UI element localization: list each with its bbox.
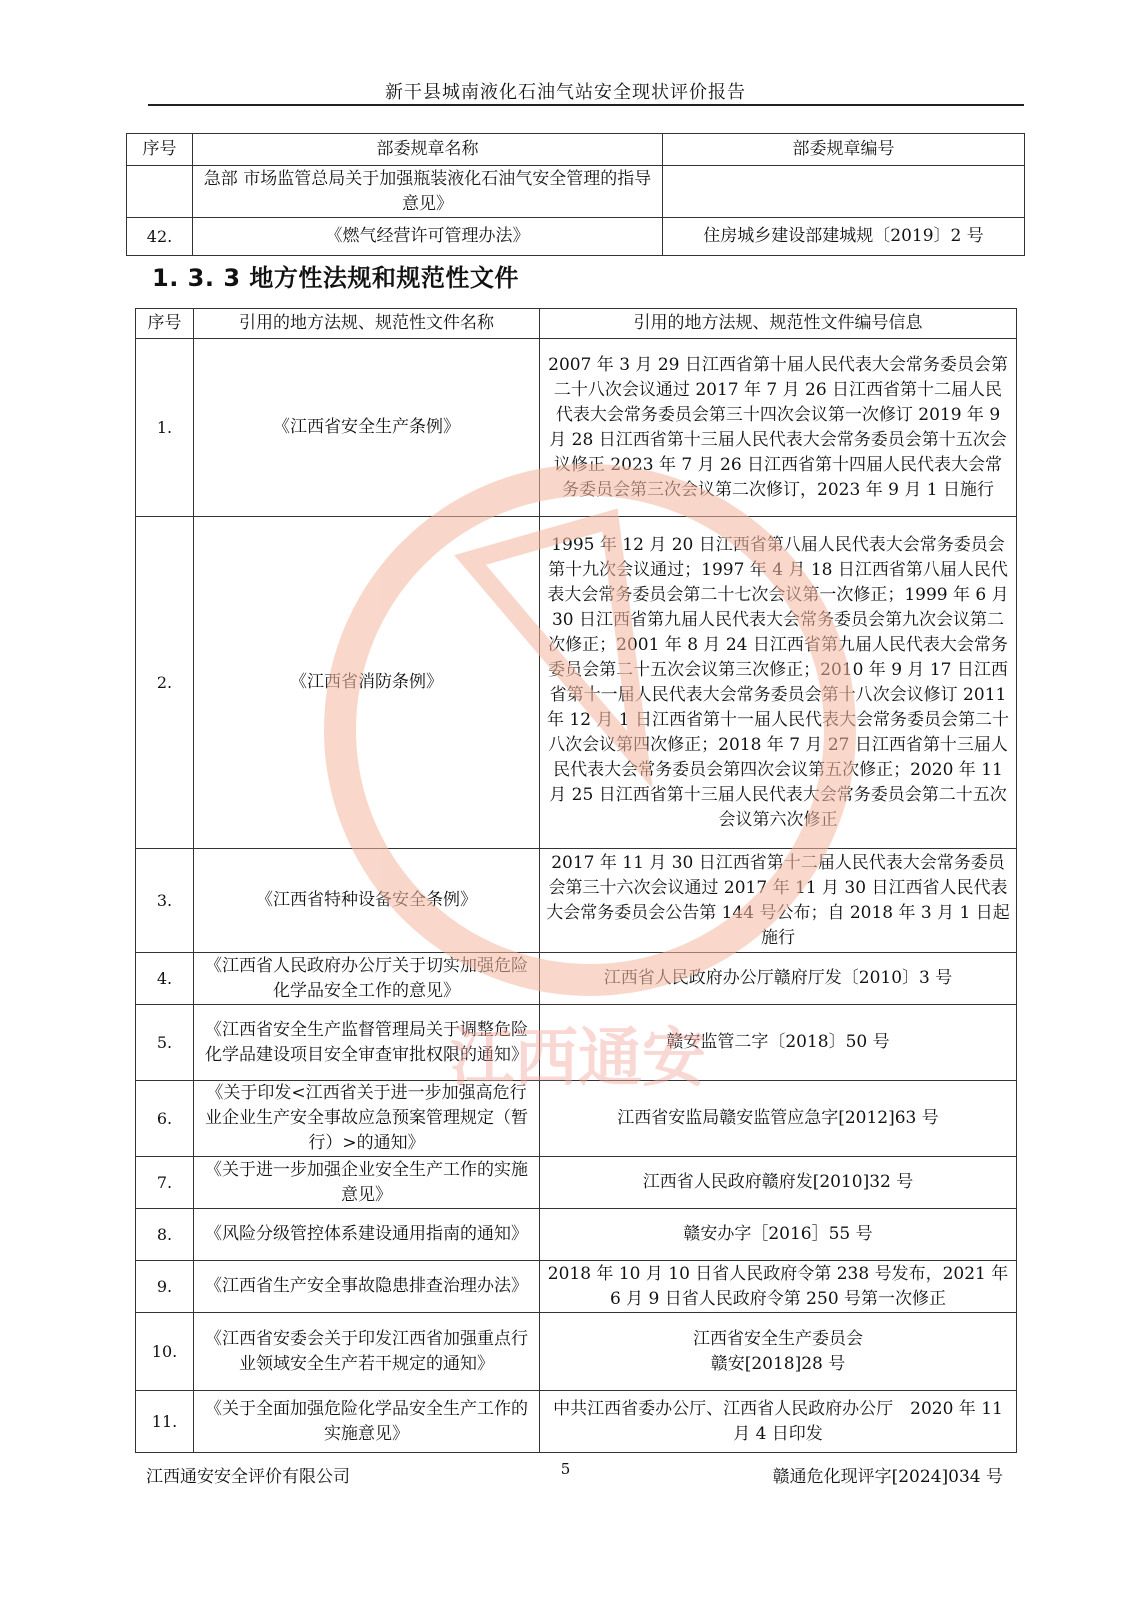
row-seq: 42. — [127, 218, 193, 256]
local-regulations-table — [135, 308, 1017, 1453]
column-header-seq: 序号 — [127, 134, 193, 166]
ministry-regulations-table-continued — [126, 133, 1025, 256]
table-row — [136, 1005, 1017, 1081]
row-code — [663, 166, 1025, 218]
row-code: 中共江西省委办公厅、江西省人民政府办公厅 2020 年 11 月 4 日印发 — [540, 1391, 1017, 1453]
row-code: 江西省人民政府赣府发[2010]32 号 — [540, 1157, 1017, 1209]
table-header-row — [127, 134, 1025, 166]
row-seq: 11. — [136, 1391, 194, 1453]
table-row — [136, 1081, 1017, 1157]
column-header-name: 部委规章名称 — [193, 134, 663, 166]
row-name: 《关于印发<江西省关于进一步加强高危行业企业生产安全事故应急预案管理规定（暂行）>的通知》 — [194, 1081, 540, 1157]
row-name: 《江西省消防条例》 — [194, 517, 540, 849]
row-seq: 3. — [136, 849, 194, 953]
table-row — [136, 1313, 1017, 1391]
row-name: 急部 市场监管总局关于加强瓶装液化石油气安全管理的指导意见》 — [193, 166, 663, 218]
footer-company: 江西通安安全评价有限公司 — [146, 1467, 350, 1487]
row-name: 《江西省人民政府办公厅关于切实加强危险化学品安全工作的意见》 — [194, 953, 540, 1005]
row-code: 2018 年 10 月 10 日省人民政府令第 238 号发布，2021 年 6 月 9 日省人民政府令第 250 号第一次修正 — [540, 1261, 1017, 1313]
row-seq — [127, 166, 193, 218]
table-row — [136, 849, 1017, 953]
row-seq: 5. — [136, 1005, 194, 1081]
row-seq: 7. — [136, 1157, 194, 1209]
row-name: 《江西省安委会关于印发江西省加强重点行业领域安全生产若干规定的通知》 — [194, 1313, 540, 1391]
table-row — [127, 218, 1025, 256]
column-header-code: 部委规章编号 — [663, 134, 1025, 166]
row-name: 《关于全面加强危险化学品安全生产工作的实施意见》 — [194, 1391, 540, 1453]
row-code: 1995 年 12 月 20 日江西省第八届人民代表大会常务委员会第十九次会议通过；1997 年 4 月 18 日江西省第八届人民代表大会常务委员会第二十七次会议第一次修正；1999 年 6 月 30 日江西省第九届人民代表大会常务委员会第九次会议第二次修正；2001 年 8 月 24 日江西省第九届人民代表大会常务委员会第二十五次会议第三次修正；2010 年 9 月 17 日江西省第十一届人民代表大会常务委员会第十八次会议修订 2011 年 12 月 1 日江西省第十一届人民代表大会常务委员会第二十八次会议第四次修正；2018 年 7 月 27 日江西省第十三届人民代表大会常务委员会第四次会议第五次修正；2020 年 11 月 25 日江西省第十三届人民代表大会常务委员会第二十五次会议第六次修正 — [540, 517, 1017, 849]
table-row — [136, 1261, 1017, 1313]
row-seq: 9. — [136, 1261, 194, 1313]
row-code: 2017 年 11 月 30 日江西省第十二届人民代表大会常务委员会第三十六次会议通过 2017 年 11 月 30 日江西省人民代表大会常务委员会公告第 144 号公布；自 2018 年 3 月 1 日起施行 — [540, 849, 1017, 953]
footer-doc-number: 赣通危化现评字[2024]034 号 — [772, 1467, 1003, 1487]
table-row — [136, 1209, 1017, 1261]
row-seq: 1. — [136, 339, 194, 517]
table-row — [127, 166, 1025, 218]
row-seq: 8. — [136, 1209, 194, 1261]
row-code: 赣安办字［2016］55 号 — [540, 1209, 1017, 1261]
table-row — [136, 517, 1017, 849]
table-row — [136, 953, 1017, 1005]
row-seq: 2. — [136, 517, 194, 849]
row-seq: 10. — [136, 1313, 194, 1391]
row-name: 《江西省安全生产监督管理局关于调整危险化学品建设项目安全审查审批权限的通知》 — [194, 1005, 540, 1081]
table-row — [136, 1391, 1017, 1453]
row-code — [540, 1313, 1017, 1391]
row-name: 《关于进一步加强企业安全生产工作的实施意见》 — [194, 1157, 540, 1209]
row-code: 2007 年 3 月 29 日江西省第十届人民代表大会常务委员会第二十八次会议通过 2017 年 7 月 26 日江西省第十二届人民代表大会常务委员会第三十四次会议第一次修订 2019 年 9 月 28 日江西省第十三届人民代表大会常务委员会第十五次会议修正 2023 年 7 月 26 日江西省第十四届人民代表大会常务委员会第三次会议第二次修订，2023 年 9 月 1 日施行 — [540, 339, 1017, 517]
row-code-line-2: 赣安[2018]28 号 — [710, 1353, 846, 1374]
row-code: 江西省人民政府办公厅赣府厅发〔2010〕3 号 — [540, 953, 1017, 1005]
table-header-row — [136, 309, 1017, 339]
column-header-name: 引用的地方法规、规范性文件名称 — [194, 309, 540, 339]
row-seq: 6. — [136, 1081, 194, 1157]
footer-page-number: 5 — [560, 1460, 571, 1478]
row-code-line-1: 江西省安全生产委员会 — [693, 1328, 863, 1349]
row-name: 《江西省生产安全事故隐患排查治理办法》 — [194, 1261, 540, 1313]
row-code: 住房城乡建设部建城规〔2019〕2 号 — [663, 218, 1025, 256]
row-name: 《江西省特种设备安全条例》 — [194, 849, 540, 953]
page-header-title: 新干县城南液化石油气站安全现状评价报告 — [385, 82, 746, 103]
row-seq: 4. — [136, 953, 194, 1005]
table-row — [136, 1157, 1017, 1209]
table-row — [136, 339, 1017, 517]
section-heading: 1. 3. 3 地方性法规和规范性文件 — [152, 264, 519, 292]
row-name: 《燃气经营许可管理办法》 — [193, 218, 663, 256]
header-rule — [148, 104, 1024, 106]
row-code: 赣安监管二字〔2018〕50 号 — [540, 1005, 1017, 1081]
watermark-text: 江西通安 — [450, 1022, 706, 1096]
column-header-seq: 序号 — [136, 309, 194, 339]
row-name: 《江西省安全生产条例》 — [194, 339, 540, 517]
row-code: 江西省安监局赣安监管应急字[2012]63 号 — [540, 1081, 1017, 1157]
column-header-code: 引用的地方法规、规范性文件编号信息 — [540, 309, 1017, 339]
row-name: 《风险分级管控体系建设通用指南的通知》 — [194, 1209, 540, 1261]
